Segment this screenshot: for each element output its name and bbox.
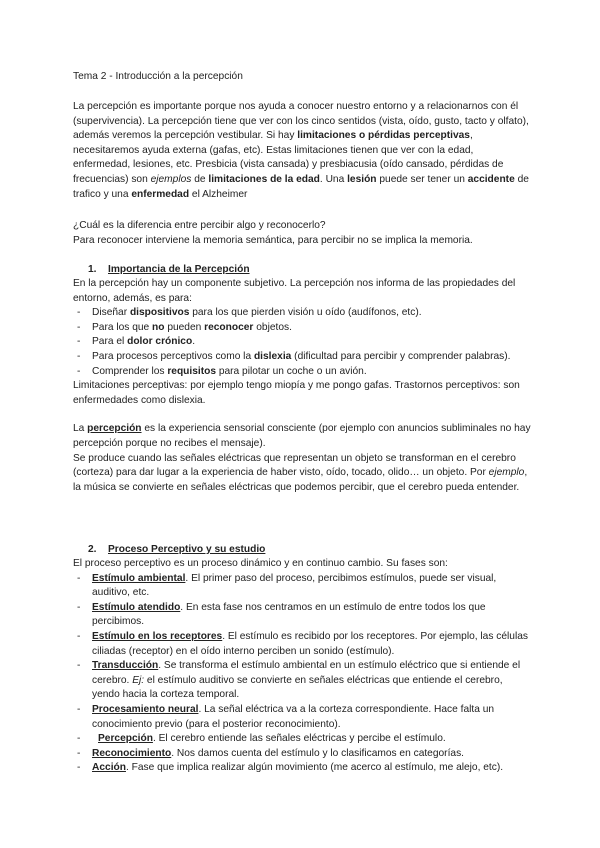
section-2-body <box>73 557 533 776</box>
phase-term: Estímulo atendido <box>92 601 181 613</box>
item-bold: dislexia <box>253 350 292 362</box>
list-item <box>73 703 533 732</box>
phase-text: el estímulo auditivo se convierte en señales eléctricas que entiende el cerebro, yendo hacia la corteza temporal. <box>92 674 503 701</box>
intro-text: de <box>191 173 209 185</box>
phase-term: Estímulo ambiental <box>92 572 186 584</box>
intro-text: de trafico y una <box>73 173 529 200</box>
intro-italic: ejemplos <box>150 173 192 185</box>
item-bold: dispositivos <box>129 307 190 319</box>
list-item <box>73 321 533 336</box>
list-item <box>73 335 533 350</box>
section-title: Importancia de la Percepción <box>108 264 250 275</box>
section-1-list <box>73 306 533 379</box>
list-item <box>73 747 533 762</box>
question-block <box>73 219 533 248</box>
item-bold: reconocer <box>204 321 254 333</box>
prod-text: Se produce cuando las señales eléctricas que representan un objeto se transforman en el cerebro (corteza) para dar lugar a la experiencia de haber visto, oído, tocado, olido… un objeto. Por <box>73 452 516 479</box>
section-title: Proceso Perceptivo y su estudio <box>108 544 266 555</box>
phase-term: Estímulo en los receptores <box>92 630 223 642</box>
intro-bold: accidente <box>467 173 515 185</box>
phase-italic: Ej: <box>132 674 145 686</box>
list-item <box>73 306 533 321</box>
item-bold: requisitos <box>167 365 216 377</box>
intro-bold: limitaciones de la edad <box>208 173 320 185</box>
list-item <box>73 572 533 601</box>
list-item <box>73 601 533 630</box>
item-text: Diseñar <box>92 307 130 319</box>
prod-italic: ejemplo <box>488 467 525 479</box>
answer-text: Para reconocer interviene la memoria semántica, para percibir no se implica la memoria. <box>73 234 473 246</box>
item-text: pueden <box>164 321 205 333</box>
definition-paragraph <box>73 422 533 451</box>
intro-paragraph <box>73 100 529 202</box>
section-1-lead: En la percepción hay un componente subjetivo. La percepción nos informa de las propiedades del entorno, además, es para: <box>73 278 516 304</box>
item-text: Para procesos perceptivos como la <box>92 350 254 362</box>
list-item <box>73 659 533 703</box>
phase-text: . Fase que implica realizar algún movimiento (me acerco al estímulo, me alejo, etc). <box>125 762 504 774</box>
phase-text: . Nos damos cuenta del estímulo y lo clasificamos en categorías. <box>171 747 464 759</box>
list-item <box>73 630 533 659</box>
intro-text: el Alzheimer <box>189 188 248 200</box>
intro-bold: enfermedad <box>131 188 190 200</box>
prod-text: , la música se convierte en señales eléctricas que podemos percibir, que el cerebro pueda entender. <box>73 467 528 493</box>
intro-text: , necesitaremos ayuda externa (gafas, etc). Estas limitaciones tienen que ver con la edad, enfermedad, lesiones, etc. Presbicia (vista cansada) y presbiacusia (oído cansado, pérdidas de frecuencias) son <box>73 130 504 185</box>
list-item <box>73 365 533 380</box>
list-item <box>73 761 533 776</box>
phase-term: Transducción <box>92 660 159 672</box>
list-item <box>73 732 533 747</box>
item-text: objetos. <box>253 321 292 333</box>
def-term: percepción <box>87 423 142 435</box>
item-text: para pilotar un coche o un avión. <box>216 365 367 377</box>
item-text: (dificultad para percibir y comprender palabras). <box>291 350 511 362</box>
phase-term: Reconocimiento <box>92 747 172 759</box>
item-bold: dolor crónico <box>127 336 193 348</box>
question-text: ¿Cuál es la diferencia entre percibir algo y reconocerlo? <box>73 220 326 231</box>
intro-text: . Una <box>319 173 348 185</box>
production-paragraph <box>73 452 533 496</box>
def-text: La <box>73 423 88 435</box>
item-bold: no <box>152 321 165 333</box>
phase-text: . El primer paso del proceso, percibimos estímulos, puede ser visual, auditivo, etc. <box>92 572 497 599</box>
section-2-lead: El proceso perceptivo es un proceso dinámico y en continuo cambio. Su fases son: <box>73 558 448 569</box>
section-number: 2. <box>88 544 97 555</box>
item-text: . <box>192 336 196 348</box>
phase-text: . El estímulo es recibido por los receptores. Por ejemplo, las células ciliadas (receptor) en el oído interno perciben un sonido (estímulo). <box>92 630 528 657</box>
limits-text: Limitaciones perceptivas: por ejemplo tengo miopía y me pongo gafas. Trastornos perceptivos: son enfermedades como dislexia. <box>73 380 520 406</box>
section-1-heading <box>88 263 250 278</box>
phase-text: . En esta fase nos centramos en un estímulo de entre todos los que percibimos. <box>92 601 486 628</box>
phase-term: Acción <box>92 762 126 774</box>
item-text: Para los que <box>92 321 153 333</box>
page-title: Tema 2 - Introducción a la percepción <box>73 71 243 82</box>
section-2-list <box>73 572 533 776</box>
item-text: Para el <box>92 336 128 348</box>
intro-text: puede ser tener un <box>376 173 468 185</box>
phase-text: . El cerebro entiende las señales eléctricas y percibe el estímulo. <box>152 733 446 745</box>
section-number: 1. <box>88 264 97 275</box>
intro-bold: lesión <box>347 173 377 185</box>
item-text: para los que pierden visión u oído (audífonos, etc). <box>189 307 422 319</box>
item-text: Comprender los <box>92 365 168 377</box>
list-item <box>73 350 533 365</box>
phase-text: . La señal eléctrica va a la corteza correspondiente. Hace falta un conocimiento previo (para el posterior reconocimiento). <box>92 703 495 730</box>
section-2-heading <box>88 543 265 558</box>
phase-term: Procesamiento neural <box>92 703 199 715</box>
phase-term: Percepción <box>98 733 153 745</box>
intro-text: La percepción es importante porque nos ayuda a conocer nuestro entorno y a relacionarnos con él (supervivencia). La percepción tiene que ver con los cinco sentidos (vista, oído, gusto, tacto y olfato), además veremos la percepción vestibular. Si hay <box>73 101 529 142</box>
section-1-body <box>73 277 533 495</box>
intro-bold: limitaciones o pérdidas perceptivas <box>297 130 470 142</box>
def-text: es la experiencia sensorial consciente (por ejemplo con anuncios subliminales no hay percepción porque no recibes el mensaje). <box>73 423 531 449</box>
phase-text: . Se transforma el estímulo ambiental en un estímulo eléctrico que si entiende el cerebro. <box>92 660 521 686</box>
